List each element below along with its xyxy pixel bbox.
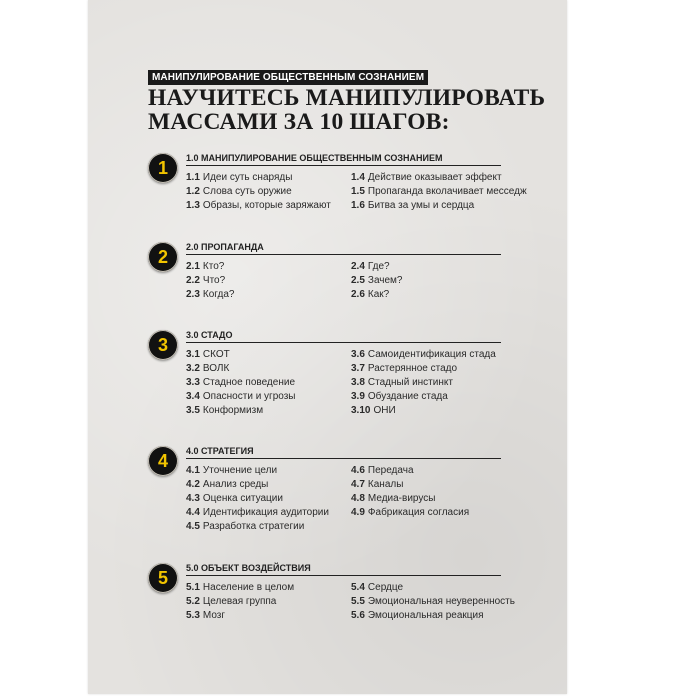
item-text: Население в целом (202, 582, 295, 593)
section-title: 1.0 МАНИПУЛИРОВАНИЕ ОБЩЕСТВЕННЫМ СОЗНАНИЕМ (186, 153, 501, 166)
list-item (186, 362, 351, 376)
list-item (351, 260, 526, 274)
list-item (186, 274, 351, 288)
item-text: Оценка ситуации (202, 493, 283, 504)
item-text: Идентификация аудитории (202, 507, 329, 518)
list-item (351, 348, 526, 362)
list-item (186, 348, 351, 362)
section-number: 1 (157, 158, 168, 178)
item-text: Эмоциональная реакция (367, 610, 484, 621)
section-number: 3 (157, 335, 168, 355)
list-item (186, 581, 351, 595)
section-number-badge (148, 153, 178, 183)
list-item (186, 492, 351, 506)
section-number: 5 (157, 568, 168, 588)
item-number: 4.6 (351, 465, 365, 476)
item-number: 4.3 (186, 493, 200, 504)
list-item (186, 404, 351, 418)
list-item (186, 199, 351, 213)
section-column-left (186, 171, 351, 213)
item-number: 1.1 (186, 172, 200, 183)
item-text: Уточнение цели (202, 465, 278, 476)
list-item (351, 464, 526, 478)
item-number: 4.4 (186, 507, 200, 518)
list-item (351, 199, 526, 213)
item-text: Растерянное стадо (367, 363, 458, 374)
item-number: 3.2 (186, 363, 200, 374)
item-number: 3.9 (351, 391, 365, 402)
item-number: 4.1 (186, 465, 200, 476)
section-4 (148, 446, 508, 536)
item-text: Обуздание стада (367, 391, 448, 402)
item-number: 1.5 (351, 186, 365, 197)
item-number: 3.7 (351, 363, 365, 374)
list-item (351, 404, 526, 418)
item-text: Фабрикация согласия (367, 507, 470, 518)
item-text: ОНИ (373, 405, 396, 416)
section-title: 2.0 ПРОПАГАНДА (186, 242, 501, 255)
list-item (186, 506, 351, 520)
section-number: 2 (157, 247, 168, 267)
list-item (351, 609, 526, 623)
item-number: 2.5 (351, 275, 365, 286)
item-text: Эмоциональная неуверенность (367, 596, 515, 607)
item-text: Слова суть оружие (202, 186, 292, 197)
list-item (186, 609, 351, 623)
list-item (351, 390, 526, 404)
item-number: 5.2 (186, 596, 200, 607)
item-number: 3.5 (186, 405, 200, 416)
list-item (186, 376, 351, 390)
item-number: 3.4 (186, 391, 200, 402)
item-number: 2.2 (186, 275, 200, 286)
item-text: Когда? (202, 289, 235, 300)
list-item (186, 520, 351, 534)
item-text: Передача (367, 465, 414, 476)
item-number: 4.5 (186, 521, 200, 532)
item-number: 2.6 (351, 289, 365, 300)
item-number: 3.8 (351, 377, 365, 388)
section-3 (148, 330, 508, 420)
item-text: Самоидентификация стада (367, 349, 496, 360)
list-item (351, 595, 526, 609)
item-text: Стадный инстинкт (367, 377, 453, 388)
item-text: СКОТ (202, 349, 230, 360)
section-column-right (351, 348, 526, 418)
item-number: 1.3 (186, 200, 200, 211)
list-item (186, 464, 351, 478)
section-number-badge (148, 330, 178, 360)
item-text: Образы, которые заряжают (202, 200, 331, 211)
item-number: 4.8 (351, 493, 365, 504)
item-number: 3.3 (186, 377, 200, 388)
list-item (351, 492, 526, 506)
item-number: 5.1 (186, 582, 200, 593)
section-column-right (351, 464, 526, 520)
list-item (186, 260, 351, 274)
item-number: 5.5 (351, 596, 365, 607)
item-number: 3.10 (351, 405, 371, 416)
section-1 (148, 153, 527, 243)
section-column-left (186, 348, 351, 418)
item-number: 4.9 (351, 507, 365, 518)
item-number: 5.4 (351, 582, 365, 593)
item-text: Что? (202, 275, 226, 286)
page-title: НАУЧИТЕСЬ МАНИПУЛИРОВАТЬ МАССАМИ ЗА 10 ШАГОВ: (148, 85, 546, 135)
item-text: Каналы (367, 479, 404, 490)
item-number: 4.7 (351, 479, 365, 490)
section-column-right (351, 581, 526, 623)
section-2 (148, 242, 508, 332)
list-item (186, 390, 351, 404)
section-title: 3.0 СТАДО (186, 330, 501, 343)
item-text: Идеи суть снаряды (202, 172, 293, 183)
item-text: Как? (367, 289, 390, 300)
section-column-right (351, 171, 526, 213)
list-item (186, 288, 351, 302)
item-text: Конформизм (202, 405, 264, 416)
item-number: 3.6 (351, 349, 365, 360)
list-item (186, 478, 351, 492)
item-number: 5.6 (351, 610, 365, 621)
list-item (351, 288, 526, 302)
item-text: Сердце (367, 582, 404, 593)
list-item (351, 478, 526, 492)
item-text: Опасности и угрозы (202, 391, 296, 402)
item-number: 4.2 (186, 479, 200, 490)
item-number: 2.1 (186, 261, 200, 272)
list-item (186, 185, 351, 199)
list-item (351, 171, 526, 185)
section-number-badge (148, 563, 178, 593)
item-number: 3.1 (186, 349, 200, 360)
list-item (186, 595, 351, 609)
section-tag: МАНИПУЛИРОВАНИЕ ОБЩЕСТВЕННЫМ СОЗНАНИЕМ (148, 70, 428, 85)
item-text: Медиа-вирусы (367, 493, 436, 504)
item-text: ВОЛК (202, 363, 230, 374)
item-number: 2.4 (351, 261, 365, 272)
item-text: Кто? (202, 261, 225, 272)
section-column-left (186, 581, 351, 623)
section-number-badge (148, 242, 178, 272)
item-number: 1.2 (186, 186, 200, 197)
item-text: Пропаганда вколачивает месседж (367, 186, 527, 197)
item-text: Зачем? (367, 275, 403, 286)
list-item (351, 362, 526, 376)
list-item (351, 581, 526, 595)
list-item (351, 506, 526, 520)
section-column-left (186, 464, 351, 534)
section-column-left (186, 260, 351, 302)
item-text: Где? (367, 261, 390, 272)
item-text: Стадное поведение (202, 377, 296, 388)
section-number: 4 (157, 451, 168, 471)
section-number-badge (148, 446, 178, 476)
item-text: Разработка стратегии (202, 521, 305, 532)
item-number: 1.4 (351, 172, 365, 183)
item-number: 1.6 (351, 200, 365, 211)
item-text: Действие оказывает эффект (367, 172, 502, 183)
list-item (351, 185, 526, 199)
item-number: 2.3 (186, 289, 200, 300)
item-number: 5.3 (186, 610, 200, 621)
item-text: Целевая группа (202, 596, 277, 607)
list-item (186, 171, 351, 185)
section-title: 4.0 СТРАТЕГИЯ (186, 446, 501, 459)
item-text: Мозг (202, 610, 226, 621)
section-5 (148, 563, 515, 653)
list-item (351, 376, 526, 390)
item-text: Битва за умы и сердца (367, 200, 475, 211)
list-item (351, 274, 526, 288)
section-title: 5.0 ОБЪЕКТ ВОЗДЕЙСТВИЯ (186, 563, 501, 576)
section-column-right (351, 260, 526, 302)
item-text: Анализ среды (202, 479, 269, 490)
